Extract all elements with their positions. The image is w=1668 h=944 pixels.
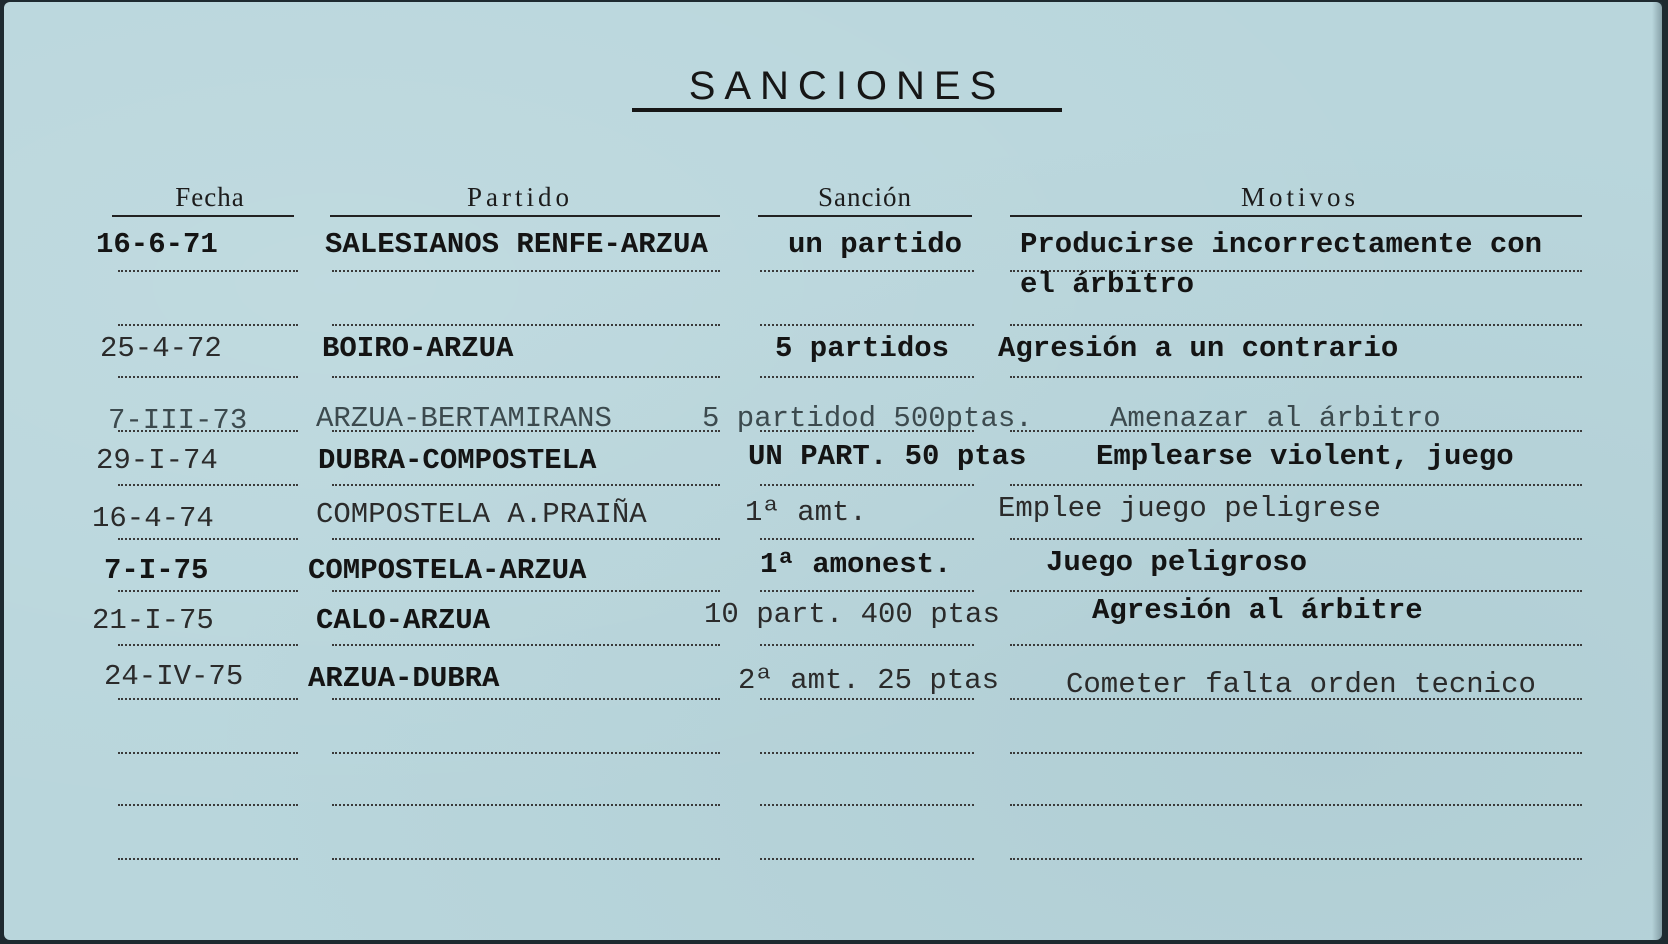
- row-1-fecha: 16-6-71: [96, 228, 218, 261]
- row-2-sancion: 5 partidos: [775, 332, 950, 365]
- row-8-fecha: 24-IV-75: [104, 660, 244, 693]
- dotted-rule: [118, 698, 298, 700]
- card-edge-shadow: [1652, 2, 1662, 940]
- dotted-rule: [1010, 858, 1582, 860]
- dotted-rule: [332, 538, 720, 540]
- row-1-motivos-cont: el árbitro: [1020, 268, 1195, 301]
- header-rule-motivos: [1010, 215, 1582, 217]
- dotted-rule: [332, 644, 720, 646]
- dotted-rule: [1010, 376, 1582, 378]
- dotted-rule: [760, 324, 974, 326]
- row-4-sancion: UN PART. 50 ptas: [748, 440, 1027, 473]
- dotted-rule: [760, 590, 974, 592]
- header-rule-fecha: [112, 215, 294, 217]
- dotted-rule: [118, 804, 298, 806]
- dotted-rule: [118, 270, 298, 272]
- header-sancion: Sanción: [818, 182, 912, 212]
- dotted-rule: [1010, 752, 1582, 754]
- dotted-rule: [760, 804, 974, 806]
- dotted-rule: [118, 324, 298, 326]
- row-6-fecha: 7-I-75: [104, 554, 209, 587]
- dotted-rule: [332, 484, 720, 486]
- dotted-rule: [760, 270, 974, 272]
- dotted-rule: [118, 376, 298, 378]
- dotted-rule: [118, 484, 298, 486]
- dotted-rule: [332, 376, 720, 378]
- row-7-fecha: 21-I-75: [92, 604, 214, 637]
- header-rule-sancion: [758, 215, 972, 217]
- row-7-motivos: Agresión al árbitre: [1092, 594, 1423, 627]
- row-2-fecha: 25-4-72: [100, 332, 222, 365]
- dotted-rule: [760, 858, 974, 860]
- row-8-sancion: 2ª amt. 25 ptas: [738, 664, 1000, 697]
- row-8-motivos: Cometer falta orden tecnico: [1066, 668, 1536, 701]
- dotted-rule: [760, 376, 974, 378]
- dotted-rule: [118, 644, 298, 646]
- header-fecha: Fecha: [175, 182, 245, 212]
- dotted-rule: [332, 698, 720, 700]
- dotted-rule: [760, 484, 974, 486]
- dotted-rule: [760, 644, 974, 646]
- row-1-motivos: Producirse incorrectamente con: [1020, 228, 1543, 261]
- page-title: SANCIONES: [688, 64, 1006, 108]
- row-4-partido: DUBRA-COMPOSTELA: [318, 444, 597, 477]
- row-2-partido: BOIRO-ARZUA: [322, 332, 514, 365]
- dotted-rule: [1010, 484, 1582, 486]
- dotted-rule: [118, 538, 298, 540]
- dotted-rule: [118, 590, 298, 592]
- row-5-motivos: Emplee juego peligrese: [998, 492, 1381, 525]
- row-3-partido: ARZUA-BERTAMIRANS: [316, 402, 612, 435]
- row-5-sancion: 1ª amt.: [745, 496, 867, 529]
- dotted-rule: [1010, 804, 1582, 806]
- dotted-rule: [760, 538, 974, 540]
- dotted-rule: [332, 858, 720, 860]
- row-6-partido: COMPOSTELA-ARZUA: [308, 554, 587, 587]
- row-1-sancion: un partido: [788, 228, 963, 261]
- header-rule-partido: [330, 215, 720, 217]
- header-partido: Partido: [467, 182, 573, 212]
- row-3-fecha: 7-III-73: [108, 404, 248, 437]
- dotted-rule: [760, 698, 974, 700]
- row-6-motivos: Juego peligroso: [1046, 546, 1308, 579]
- dotted-rule: [332, 590, 720, 592]
- dotted-rule: [1010, 590, 1582, 592]
- dotted-rule: [1010, 538, 1582, 540]
- row-4-fecha: 29-I-74: [96, 444, 218, 477]
- row-5-partido: COMPOSTELA A.PRAIÑA: [316, 498, 647, 531]
- row-3-sancion: 5 partidod 500ptas.: [702, 402, 1033, 435]
- dotted-rule: [1010, 324, 1582, 326]
- dotted-rule: [760, 752, 974, 754]
- dotted-rule: [1010, 644, 1582, 646]
- title-underline: [632, 108, 1062, 112]
- dotted-rule: [332, 270, 720, 272]
- dotted-rule: [332, 324, 720, 326]
- row-7-partido: CALO-ARZUA: [316, 604, 491, 637]
- row-5-fecha: 16-4-74: [92, 502, 214, 535]
- header-motivos: Motivos: [1240, 182, 1360, 212]
- row-8-partido: ARZUA-DUBRA: [308, 662, 500, 695]
- dotted-rule: [118, 858, 298, 860]
- row-2-motivos: Agresión a un contrario: [998, 332, 1399, 365]
- dotted-rule: [332, 752, 720, 754]
- row-6-sancion: 1ª amonest.: [760, 548, 952, 581]
- dotted-rule: [332, 804, 720, 806]
- row-7-sancion: 10 part. 400 ptas: [704, 598, 1000, 631]
- row-3-motivos: Amenazar al árbitro: [1110, 402, 1441, 435]
- dotted-rule: [118, 752, 298, 754]
- row-1-partido: SALESIANOS RENFE-ARZUA: [325, 228, 708, 261]
- row-4-motivos: Emplearse violent, juego: [1096, 440, 1514, 473]
